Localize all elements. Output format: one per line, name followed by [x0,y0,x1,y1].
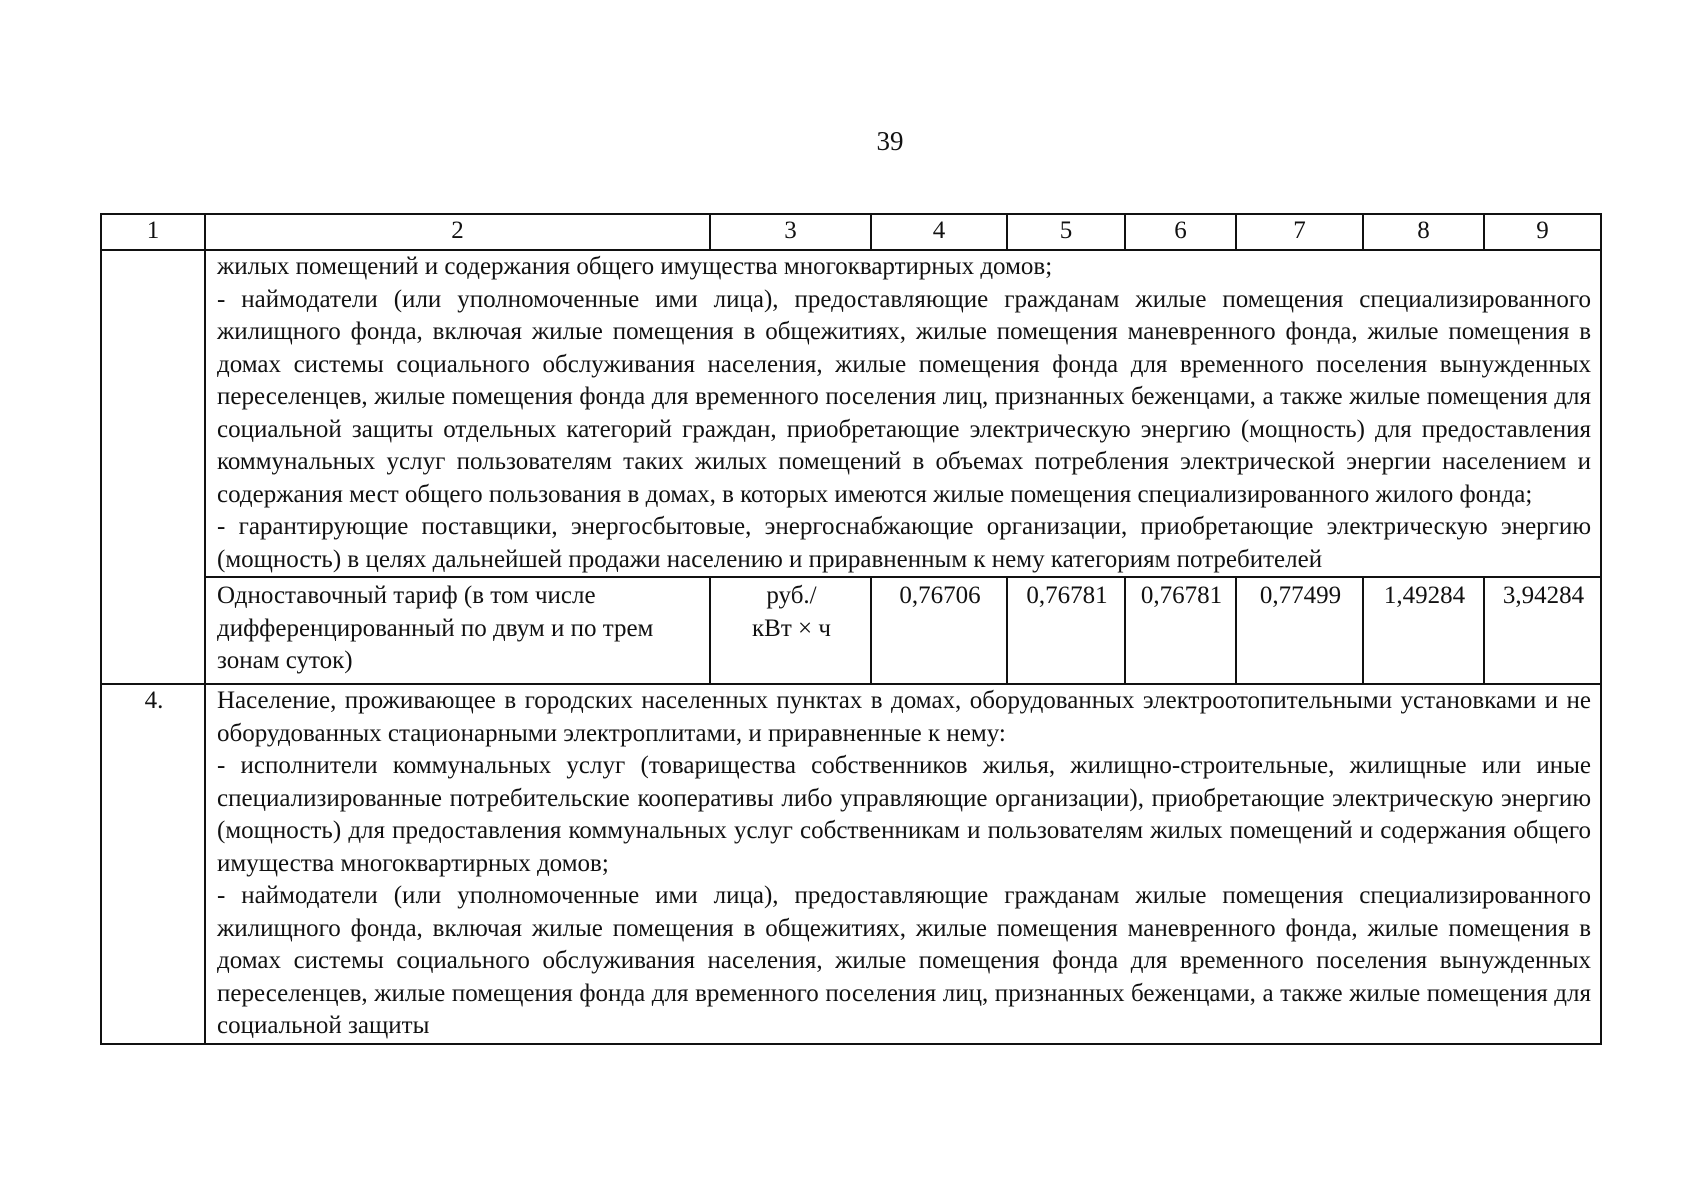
page-number: 39 [876,126,904,156]
consumer-description-cell [205,684,1601,1044]
header-cell: 1 [101,214,205,250]
row-number-cell: 4. [101,684,205,1044]
tariff-value-cell: 0,76781 [1007,577,1125,684]
section-4-row [101,684,1601,1044]
description-paragraph: - исполнители коммунальных услуг (товарищества собственников жилья, жилищно-строительные, жилищные или иные специализированные потребительские кооперативы либо управляющие организации), приобретающие электрическую энергию (мощность) для предоставления коммунальных услуг собственникам и пользователям жилых помещений и содержания общего имущества многоквартирных домов; [217,752,1591,877]
tariff-row [101,577,1601,684]
tariff-value-cell: 0,77499 [1236,577,1363,684]
header-cell: 6 [1125,214,1236,250]
continued-description-row [101,250,1601,577]
header-cell: 7 [1236,214,1363,250]
header-cell: 8 [1363,214,1484,250]
header-cell: 9 [1484,214,1601,250]
tariff-name-cell: Одноставочный тариф (в том числе дифференцированный по двум и по трем зонам суток) [205,577,710,684]
row-number-cell-empty [101,250,205,684]
tariff-value-cell: 0,76706 [871,577,1007,684]
description-paragraph: - наймодатели (или уполномоченные ими лица), предоставляющие гражданам жилые помещения специализированного жилищного фонда, включая жилые помещения в общежитиях, жилые помещения маневренного фонда, жилые помещения в домах системы социального обслуживания населения, жилые помещения фонда для временного поселения вынужденных переселенцев, жилые помещения фонда для временного поселения лиц, признанных беженцами, а также жилые помещения для социальной защиты отдельных категорий граждан, приобретающие электрическую энергию (мощность) для предоставления коммунальных услуг пользователям таких жилых помещений в объемах потребления электрической энергии населением и содержания мест общего пользования в домах, в которых имеются жилые помещения специализированного жилого фонда; [217,285,1591,508]
unit-line: руб./ [766,582,817,609]
header-cell: 3 [710,214,871,250]
description-paragraph: Население, проживающее в городских населенных пунктах в домах, оборудованных электроотопительными установками и не оборудованных стационарными электроплитами, и приравненные к нему: [217,687,1591,747]
unit-line: кВт × ч [752,614,831,642]
description-paragraph: жилых помещений и содержания общего имущества многоквартирных домов; [217,253,1053,280]
description-paragraph: - гарантирующие поставщики, энергосбытовые, энергоснабжающие организации, приобретающие электрическую энергию (мощность) в целях дальнейшей продажи населению и приравненным к нему категориям потребителей [217,513,1591,573]
header-cell: 5 [1007,214,1125,250]
tariff-value-cell: 1,49284 [1363,577,1484,684]
tariff-unit-cell [710,577,871,684]
tariff-value-cell: 0,76781 [1125,577,1236,684]
tariff-table [100,213,1602,1045]
header-cell: 4 [871,214,1007,250]
tariff-value-cell: 3,94284 [1484,577,1601,684]
column-number-row [101,214,1601,250]
description-paragraph: - наймодатели (или уполномоченные ими лица), предоставляющие гражданам жилые помещения специализированного жилищного фонда, включая жилые помещения в общежитиях, жилые помещения маневренного фонда, жилые помещения в домах системы социального обслуживания населения, жилые помещения фонда для временного поселения вынужденных переселенцев, жилые помещения фонда для временного поселения лиц, признанных беженцами, а также жилые помещения для социальной защиты [217,882,1591,1039]
header-cell: 2 [205,214,710,250]
consumer-description-cell [205,250,1601,577]
